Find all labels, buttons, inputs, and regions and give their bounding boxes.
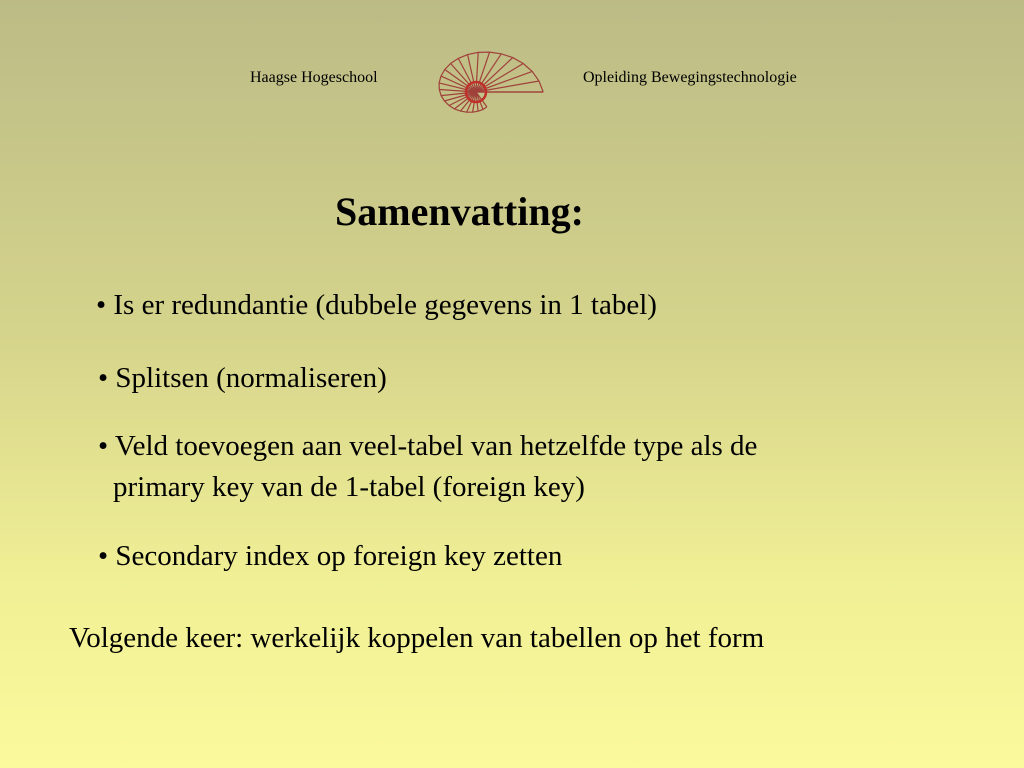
bullet-item-redundancy <box>96 285 657 326</box>
bullet-text: • Splitsen (normaliseren) <box>98 362 387 394</box>
bullet-item-split <box>98 358 387 399</box>
bullet-text-continuation: primary key van de 1-tabel (foreign key) <box>113 471 585 503</box>
program-name: Opleiding Bewegingstechnologie <box>583 69 797 86</box>
next-time-note: Volgende keer: werkelijk koppelen van tabellen op het form <box>69 622 765 654</box>
logo-ray <box>476 54 501 92</box>
bullet-text: • Is er redundantie (dubbele gegevens in 1 tabel) <box>96 289 657 321</box>
slide-title: Samenvatting: <box>335 189 584 234</box>
bullet-text: • Secondary index op foreign key zetten <box>98 540 563 572</box>
shell-logo-icon <box>424 24 564 126</box>
institution-name: Haagse Hogeschool <box>250 69 378 86</box>
bullet-text: • Veld toevoegen aan veel-tabel van hetzelfde type als de <box>98 430 758 462</box>
bullet-item-foreign-key-field <box>98 426 757 508</box>
bullet-item-secondary-index <box>98 536 562 577</box>
